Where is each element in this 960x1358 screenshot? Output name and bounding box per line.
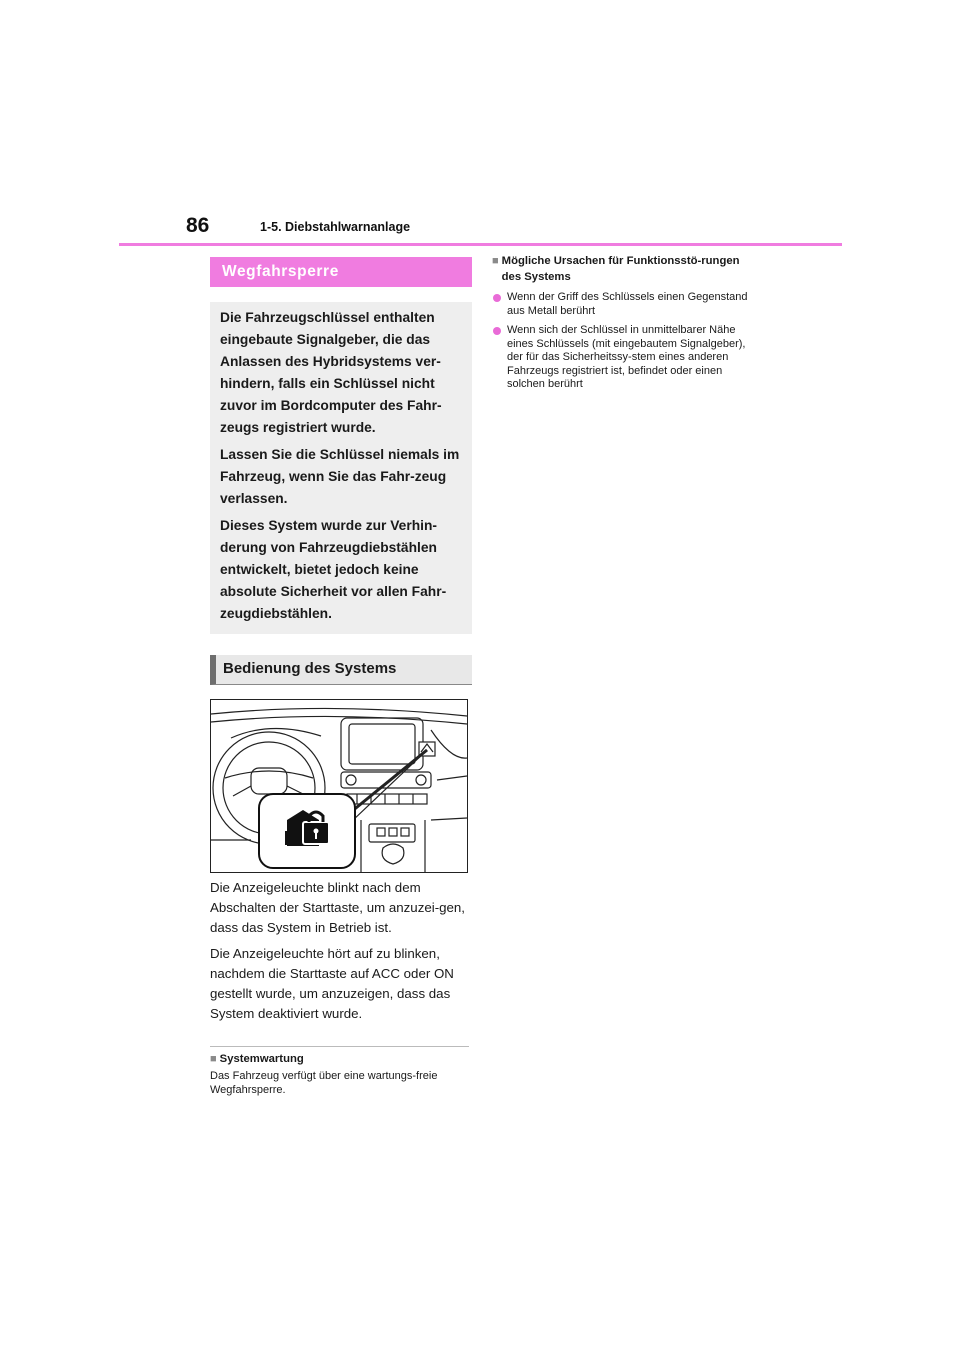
- section-title-wegfahrsperre: Wegfahrsperre: [210, 257, 472, 287]
- dashboard-drawing: [211, 700, 467, 872]
- list-item: [492, 291, 754, 318]
- divider: [210, 1046, 469, 1047]
- intro-paragraph: Dieses System wurde zur Verhin-derung von Fahrzeugdiebstählen entwickelt, bietet jedoch keine absolute Sicherheit vor allen Fahr-zeugdiebstählen.: [220, 518, 447, 621]
- page-number: 86: [186, 214, 210, 237]
- bullet-dot-icon: [493, 294, 501, 302]
- left-column: [210, 257, 472, 1097]
- body-paragraph: Die Anzeigeleuchte blinkt nach dem Abschalten der Starttaste, um anzuzei-gen, dass das System in Betrieb ist.: [210, 880, 465, 935]
- bullet-dot-icon: [493, 327, 501, 335]
- note-title: Systemwartung: [219, 1053, 304, 1065]
- subsection-title: Bedienung des Systems: [210, 655, 472, 685]
- dashboard-illustration: [210, 699, 468, 873]
- note-heading: [210, 1051, 472, 1067]
- section-header: 1-5. Diebstahlwarnanlage: [260, 220, 411, 234]
- car-lock-indicator-icon: [259, 794, 355, 868]
- note-text: Das Fahrzeug verfügt über eine wartungs-freie Wegfahrsperre.: [210, 1070, 438, 1096]
- intro-box: [210, 302, 472, 634]
- right-title: Mögliche Ursachen für Funktionsstö-rungen des Systems: [501, 255, 740, 283]
- list-item-text: Wenn der Griff des Schlüssels einen Gegenstand aus Metall berührt: [507, 291, 748, 317]
- square-bullet-icon: ■: [492, 255, 499, 267]
- right-column: [492, 254, 754, 392]
- list-item-text: Wenn sich der Schlüssel in unmittelbarer Nähe eines Schlüssels (mit eingebautem Signalgeber), der für das Sicherheitssy-stem eines anderen Fahrzeugs registriert ist, befindet oder einen solchen berührt: [507, 324, 746, 390]
- square-bullet-icon: ■: [210, 1053, 217, 1065]
- header-rule: [119, 243, 842, 246]
- list-item: [492, 324, 754, 392]
- body-paragraph: Die Anzeigeleuchte hört auf zu blinken, nachdem die Starttaste auf ACC oder ON gestellt wurde, um anzuzeigen, dass das System deaktiviert wurde.: [210, 946, 454, 1021]
- intro-paragraph: Die Fahrzeugschlüssel enthalten eingebaute Signalgeber, die das Anlassen des Hybridsystems ver-hindern, falls ein Schlüssel nicht zuvor im Bordcomputer des Fahr-zeugs registriert wurde.: [220, 310, 442, 435]
- right-heading: [492, 254, 754, 285]
- body-text: [210, 878, 472, 1024]
- intro-paragraph: Lassen Sie die Schlüssel niemals im Fahrzeug, wenn Sie das Fahr-zeug verlassen.: [220, 447, 460, 506]
